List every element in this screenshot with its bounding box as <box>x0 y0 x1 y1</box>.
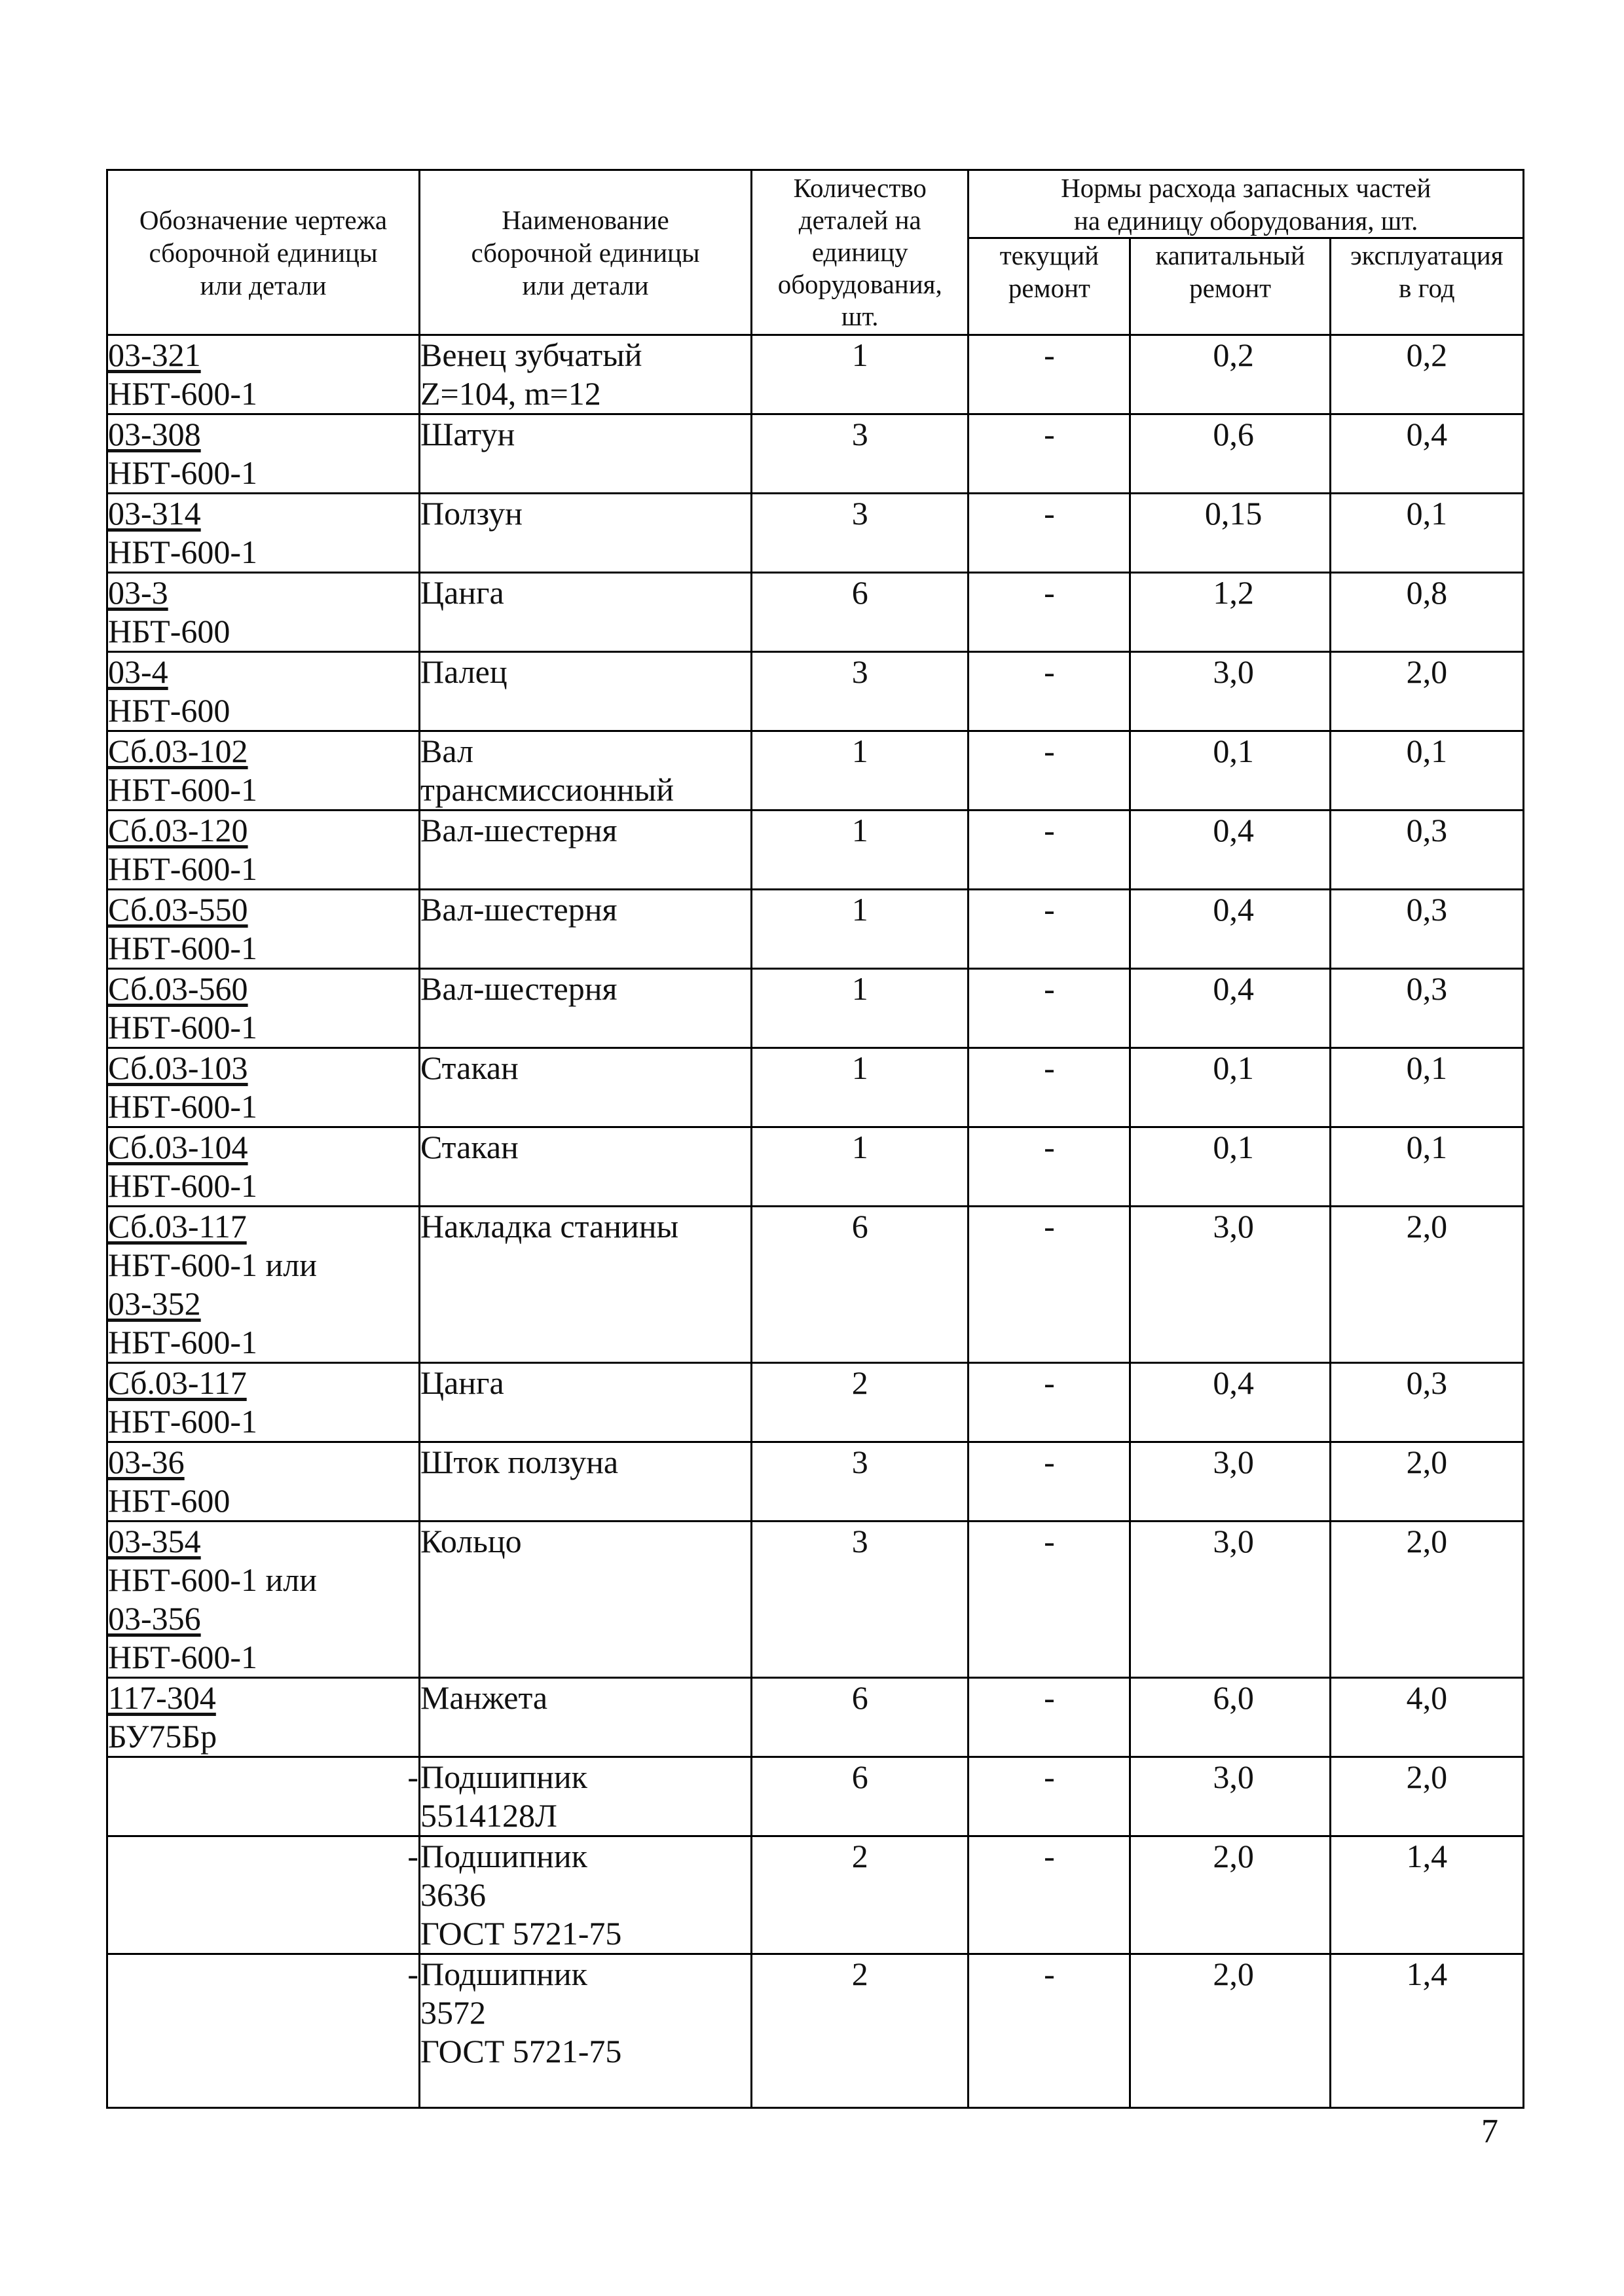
quantity-cell <box>752 652 969 731</box>
table-row <box>107 1442 1524 1522</box>
part-name-cell <box>419 1678 751 1757</box>
annual-operation-cell <box>1330 335 1523 414</box>
part-name-line: Стакан <box>420 1129 519 1165</box>
annual-operation-cell <box>1330 811 1523 890</box>
drawing-code-line: 03-352 <box>108 1285 201 1322</box>
drawing-code-line: НБТ-600-1 <box>108 1403 258 1440</box>
drawing-code-line: Сб.03-117 <box>108 1364 247 1401</box>
current-repair-value: - <box>1044 1679 1055 1716</box>
annual-operation-cell <box>1330 1127 1523 1207</box>
drawing-code-line: 03-356 <box>108 1600 201 1637</box>
capital-repair-value: 0,1 <box>1213 733 1254 769</box>
drawing-code-line: НБТ-600-1 <box>108 1639 258 1675</box>
capital-repair-cell <box>1130 890 1330 969</box>
current-repair-value: - <box>1044 653 1055 690</box>
quantity-cell <box>752 890 969 969</box>
current-repair-value: - <box>1044 574 1055 611</box>
drawing-code-line: - <box>407 1956 418 1992</box>
capital-repair-cell <box>1130 811 1330 890</box>
part-name-line: 3636 <box>420 1876 486 1913</box>
current-repair-cell <box>969 1757 1130 1836</box>
drawing-code-line: 117-304 <box>108 1679 216 1716</box>
table-row <box>107 1207 1524 1363</box>
annual-operation-cell <box>1330 1522 1523 1678</box>
part-name-cell <box>419 1442 751 1522</box>
part-name-line: Манжета <box>420 1679 548 1716</box>
table-body <box>107 335 1524 2108</box>
capital-repair-cell <box>1130 969 1330 1048</box>
quantity-cell <box>752 1678 969 1757</box>
drawing-code-line: НБТ-600-1 <box>108 1088 258 1125</box>
table-row <box>107 1363 1524 1442</box>
capital-repair-value: 3,0 <box>1213 653 1254 690</box>
annual-operation-cell <box>1330 1363 1523 1442</box>
current-repair-value: - <box>1044 970 1055 1007</box>
part-name-cell <box>419 1127 751 1207</box>
drawing-code-cell <box>107 1522 420 1678</box>
drawing-code-cell <box>107 1048 420 1127</box>
part-name-cell <box>419 1954 751 2108</box>
table-row <box>107 1048 1524 1127</box>
drawing-code-cell <box>107 414 420 494</box>
capital-repair-value: 3,0 <box>1213 1208 1254 1245</box>
drawing-code-cell <box>107 1363 420 1442</box>
quantity-value: 6 <box>851 1758 868 1795</box>
current-repair-cell <box>969 1836 1130 1954</box>
capital-repair-value: 0,4 <box>1213 891 1254 928</box>
part-name-line: ГОСТ 5721-75 <box>420 1915 622 1952</box>
annual-operation-cell <box>1330 494 1523 573</box>
annual-operation-cell <box>1330 1442 1523 1522</box>
drawing-code-cell <box>107 1442 420 1522</box>
part-name-cell <box>419 1363 751 1442</box>
drawing-code-line: НБТ-600 <box>108 1482 231 1519</box>
capital-repair-value: 0,4 <box>1213 970 1254 1007</box>
quantity-cell <box>752 414 969 494</box>
current-repair-cell <box>969 1954 1130 2108</box>
capital-repair-cell <box>1130 1207 1330 1363</box>
part-name-line: Палец <box>420 653 507 690</box>
part-name-line: Вал-шестерня <box>420 812 618 848</box>
table-row <box>107 1127 1524 1207</box>
drawing-code-cell <box>107 1127 420 1207</box>
part-name-line: Вал <box>420 733 473 769</box>
current-repair-cell <box>969 969 1130 1048</box>
quantity-cell <box>752 1522 969 1678</box>
table-row <box>107 652 1524 731</box>
drawing-code-line: Сб.03-550 <box>108 891 248 928</box>
drawing-code-line: НБТ-600-1 <box>108 534 258 570</box>
drawing-code-line: Сб.03-103 <box>108 1049 248 1086</box>
current-repair-cell <box>969 1678 1130 1757</box>
annual-operation-cell <box>1330 1954 1523 2108</box>
annual-operation-cell <box>1330 890 1523 969</box>
table-row <box>107 969 1524 1048</box>
drawing-code-cell <box>107 1954 420 2108</box>
capital-repair-value: 2,0 <box>1213 1956 1254 1992</box>
capital-repair-value: 0,4 <box>1213 1364 1254 1401</box>
drawing-code-line: 03-3 <box>108 574 168 611</box>
quantity-value: 1 <box>851 970 868 1007</box>
drawing-code-cell <box>107 731 420 811</box>
part-name-cell <box>419 414 751 494</box>
capital-repair-cell <box>1130 1048 1330 1127</box>
current-repair-value: - <box>1044 1444 1055 1480</box>
drawing-code-line: Сб.03-104 <box>108 1129 248 1165</box>
part-name-cell <box>419 969 751 1048</box>
drawing-code-line: БУ75Бр <box>108 1718 217 1755</box>
capital-repair-cell <box>1130 494 1330 573</box>
annual-operation-cell <box>1330 414 1523 494</box>
current-repair-cell <box>969 890 1130 969</box>
annual-operation-value: 2,0 <box>1406 1208 1448 1245</box>
drawing-code-cell <box>107 573 420 652</box>
current-repair-value: - <box>1044 1364 1055 1401</box>
quantity-value: 6 <box>851 1208 868 1245</box>
drawing-code-line: НБТ-600-1 <box>108 375 258 412</box>
quantity-cell <box>752 1954 969 2108</box>
annual-operation-cell <box>1330 573 1523 652</box>
table-row <box>107 1836 1524 1954</box>
annual-operation-value: 0,3 <box>1406 970 1448 1007</box>
drawing-code-line: - <box>407 1758 418 1795</box>
current-repair-cell <box>969 1207 1130 1363</box>
part-name-cell <box>419 1048 751 1127</box>
drawing-code-cell <box>107 969 420 1048</box>
drawing-code-line: Сб.03-117 <box>108 1208 247 1245</box>
table-row <box>107 1757 1524 1836</box>
quantity-value: 1 <box>851 1129 868 1165</box>
current-repair-value: - <box>1044 812 1055 848</box>
drawing-code-cell <box>107 890 420 969</box>
part-name-line: Шток ползуна <box>420 1444 619 1480</box>
capital-repair-cell <box>1130 652 1330 731</box>
header-drawing-code: Обозначение чертежа сборочной единицы или детали <box>107 170 420 335</box>
drawing-code-line: НБТ-600-1 <box>108 1324 258 1360</box>
current-repair-cell <box>969 335 1130 414</box>
part-name-line: Цанга <box>420 1364 504 1401</box>
spare-parts-table <box>106 169 1524 2109</box>
drawing-code-line: 03-321 <box>108 337 201 373</box>
current-repair-cell <box>969 1048 1130 1127</box>
part-name-line: Z=104, m=12 <box>420 375 601 412</box>
drawing-code-line: 03-354 <box>108 1523 201 1559</box>
current-repair-value: - <box>1044 1129 1055 1165</box>
current-repair-value: - <box>1044 337 1055 373</box>
drawing-code-line: 03-314 <box>108 495 201 532</box>
annual-operation-value: 1,4 <box>1406 1838 1448 1874</box>
current-repair-value: - <box>1044 1758 1055 1795</box>
annual-operation-value: 0,3 <box>1406 1364 1448 1401</box>
part-name-line: ГОСТ 5721-75 <box>420 2033 622 2069</box>
annual-operation-cell <box>1330 1048 1523 1127</box>
quantity-value: 1 <box>851 812 868 848</box>
capital-repair-value: 0,1 <box>1213 1049 1254 1086</box>
quantity-value: 1 <box>851 891 868 928</box>
drawing-code-cell <box>107 1836 420 1954</box>
part-name-line: Цанга <box>420 574 504 611</box>
annual-operation-cell <box>1330 969 1523 1048</box>
current-repair-cell <box>969 1363 1130 1442</box>
part-name-cell <box>419 652 751 731</box>
capital-repair-value: 3,0 <box>1213 1444 1254 1480</box>
quantity-cell <box>752 1363 969 1442</box>
drawing-code-line: - <box>407 1838 418 1874</box>
part-name-line: Вал-шестерня <box>420 970 618 1007</box>
annual-operation-value: 1,4 <box>1406 1956 1448 1992</box>
capital-repair-value: 3,0 <box>1213 1523 1254 1559</box>
drawing-code-line: НБТ-600-1 <box>108 771 258 808</box>
drawing-code-cell <box>107 652 420 731</box>
annual-operation-value: 2,0 <box>1406 1444 1448 1480</box>
current-repair-cell <box>969 731 1130 811</box>
capital-repair-value: 0,15 <box>1204 495 1263 532</box>
current-repair-cell <box>969 494 1130 573</box>
table-row <box>107 731 1524 811</box>
drawing-code-line: НБТ-600-1 <box>108 1009 258 1046</box>
current-repair-cell <box>969 1442 1130 1522</box>
drawing-code-cell <box>107 1207 420 1363</box>
drawing-code-line: НБТ-600-1 <box>108 1167 258 1204</box>
current-repair-value: - <box>1044 1838 1055 1874</box>
current-repair-cell <box>969 1522 1130 1678</box>
capital-repair-value: 0,2 <box>1213 337 1254 373</box>
header-quantity: Количество деталей на единицу оборудования, шт. <box>752 170 969 335</box>
drawing-code-line: 03-36 <box>108 1444 185 1480</box>
quantity-value: 6 <box>851 1679 868 1716</box>
capital-repair-cell <box>1130 414 1330 494</box>
part-name-line: 3572 <box>420 1994 486 2031</box>
quantity-cell <box>752 969 969 1048</box>
part-name-cell <box>419 335 751 414</box>
table-row <box>107 1678 1524 1757</box>
table-row <box>107 494 1524 573</box>
capital-repair-cell <box>1130 1836 1330 1954</box>
quantity-value: 2 <box>851 1838 868 1874</box>
drawing-code-line: НБТ-600-1 <box>108 930 258 966</box>
current-repair-value: - <box>1044 416 1055 452</box>
capital-repair-value: 0,4 <box>1213 812 1254 848</box>
annual-operation-value: 0,3 <box>1406 891 1448 928</box>
capital-repair-cell <box>1130 1954 1330 2108</box>
quantity-value: 6 <box>851 574 868 611</box>
table-row <box>107 573 1524 652</box>
part-name-cell <box>419 1836 751 1954</box>
annual-operation-cell <box>1330 1836 1523 1954</box>
table-row <box>107 335 1524 414</box>
drawing-code-line: 03-308 <box>108 416 201 452</box>
drawing-code-line: НБТ-600-1 или <box>108 1247 317 1283</box>
part-name-line: Ползун <box>420 495 523 532</box>
capital-repair-cell <box>1130 1522 1330 1678</box>
quantity-cell <box>752 1836 969 1954</box>
current-repair-cell <box>969 1127 1130 1207</box>
annual-operation-value: 0,1 <box>1406 495 1448 532</box>
header-current-repair: текущий ремонт <box>969 238 1130 335</box>
annual-operation-value: 2,0 <box>1406 653 1448 690</box>
part-name-line: Подшипник <box>420 1838 587 1874</box>
capital-repair-value: 6,0 <box>1213 1679 1254 1716</box>
quantity-value: 2 <box>851 1364 868 1401</box>
drawing-code-line: Сб.03-120 <box>108 812 248 848</box>
part-name-line: Накладка станины <box>420 1208 679 1245</box>
annual-operation-value: 2,0 <box>1406 1758 1448 1795</box>
current-repair-cell <box>969 652 1130 731</box>
drawing-code-line: НБТ-600 <box>108 692 231 729</box>
annual-operation-cell <box>1330 652 1523 731</box>
drawing-code-line: 03-4 <box>108 653 168 690</box>
header-consumption-norms: Нормы расхода запасных частей на единицу оборудования, шт. <box>969 170 1524 238</box>
part-name-cell <box>419 890 751 969</box>
drawing-code-cell <box>107 1757 420 1836</box>
annual-operation-value: 0,1 <box>1406 1049 1448 1086</box>
header-capital-repair: капитальный ремонт <box>1130 238 1330 335</box>
header-part-name: Наименование сборочной единицы или детали <box>419 170 751 335</box>
quantity-cell <box>752 811 969 890</box>
table-row <box>107 1522 1524 1678</box>
drawing-code-line: НБТ-600-1 или <box>108 1561 317 1598</box>
capital-repair-cell <box>1130 731 1330 811</box>
capital-repair-value: 0,1 <box>1213 1129 1254 1165</box>
part-name-cell <box>419 1757 751 1836</box>
capital-repair-cell <box>1130 1757 1330 1836</box>
annual-operation-value: 0,1 <box>1406 733 1448 769</box>
quantity-cell <box>752 731 969 811</box>
capital-repair-cell <box>1130 1442 1330 1522</box>
drawing-code-cell <box>107 335 420 414</box>
quantity-cell <box>752 335 969 414</box>
quantity-value: 3 <box>851 1523 868 1559</box>
table-row <box>107 811 1524 890</box>
current-repair-value: - <box>1044 733 1055 769</box>
part-name-cell <box>419 1207 751 1363</box>
annual-operation-value: 0,1 <box>1406 1129 1448 1165</box>
drawing-code-cell <box>107 1678 420 1757</box>
part-name-line: Подшипник <box>420 1956 587 1992</box>
capital-repair-cell <box>1130 1678 1330 1757</box>
current-repair-cell <box>969 414 1130 494</box>
annual-operation-value: 4,0 <box>1406 1679 1448 1716</box>
capital-repair-value: 2,0 <box>1213 1838 1254 1874</box>
quantity-value: 1 <box>851 1049 868 1086</box>
quantity-cell <box>752 573 969 652</box>
annual-operation-value: 0,3 <box>1406 812 1448 848</box>
part-name-line: 5514128Л <box>420 1797 557 1834</box>
quantity-value: 3 <box>851 1444 868 1480</box>
quantity-cell <box>752 1757 969 1836</box>
annual-operation-value: 0,2 <box>1406 337 1448 373</box>
current-repair-cell <box>969 573 1130 652</box>
drawing-code-cell <box>107 494 420 573</box>
quantity-value: 3 <box>851 495 868 532</box>
annual-operation-cell <box>1330 1207 1523 1363</box>
part-name-cell <box>419 573 751 652</box>
annual-operation-value: 0,8 <box>1406 574 1448 611</box>
quantity-cell <box>752 1207 969 1363</box>
drawing-code-line: Сб.03-102 <box>108 733 248 769</box>
quantity-value: 3 <box>851 416 868 452</box>
part-name-line: трансмиссионный <box>420 771 674 808</box>
current-repair-value: - <box>1044 891 1055 928</box>
table-row <box>107 890 1524 969</box>
capital-repair-value: 3,0 <box>1213 1758 1254 1795</box>
quantity-value: 3 <box>851 653 868 690</box>
quantity-cell <box>752 1442 969 1522</box>
drawing-code-line: НБТ-600-1 <box>108 454 258 491</box>
annual-operation-cell <box>1330 1678 1523 1757</box>
part-name-line: Стакан <box>420 1049 519 1086</box>
part-name-line: Кольцо <box>420 1523 522 1559</box>
table-row <box>107 1954 1524 2108</box>
capital-repair-cell <box>1130 335 1330 414</box>
drawing-code-line: НБТ-600-1 <box>108 850 258 887</box>
capital-repair-value: 1,2 <box>1213 574 1254 611</box>
annual-operation-cell <box>1330 731 1523 811</box>
capital-repair-cell <box>1130 1127 1330 1207</box>
current-repair-value: - <box>1044 1049 1055 1086</box>
capital-repair-cell <box>1130 573 1330 652</box>
quantity-value: 1 <box>851 337 868 373</box>
capital-repair-cell <box>1130 1363 1330 1442</box>
current-repair-value: - <box>1044 1956 1055 1992</box>
annual-operation-cell <box>1330 1757 1523 1836</box>
quantity-cell <box>752 1048 969 1127</box>
part-name-line: Подшипник <box>420 1758 587 1795</box>
quantity-cell <box>752 494 969 573</box>
capital-repair-value: 0,6 <box>1213 416 1254 452</box>
current-repair-value: - <box>1044 495 1055 532</box>
quantity-cell <box>752 1127 969 1207</box>
drawing-code-cell <box>107 811 420 890</box>
part-name-cell <box>419 731 751 811</box>
header-annual-operation: эксплуатация в год <box>1330 238 1523 335</box>
current-repair-value: - <box>1044 1208 1055 1245</box>
part-name-line: Шатун <box>420 416 515 452</box>
current-repair-cell <box>969 811 1130 890</box>
part-name-line: Венец зубчатый <box>420 337 642 373</box>
part-name-cell <box>419 494 751 573</box>
drawing-code-line: НБТ-600 <box>108 613 231 649</box>
quantity-value: 1 <box>851 733 868 769</box>
annual-operation-value: 0,4 <box>1406 416 1448 452</box>
current-repair-value: - <box>1044 1523 1055 1559</box>
drawing-code-line: Сб.03-560 <box>108 970 248 1007</box>
table-row <box>107 414 1524 494</box>
part-name-cell <box>419 1522 751 1678</box>
annual-operation-value: 2,0 <box>1406 1523 1448 1559</box>
quantity-value: 2 <box>851 1956 868 1992</box>
page-number: 7 <box>1481 2113 1498 2150</box>
part-name-cell <box>419 811 751 890</box>
part-name-line: Вал-шестерня <box>420 891 618 928</box>
